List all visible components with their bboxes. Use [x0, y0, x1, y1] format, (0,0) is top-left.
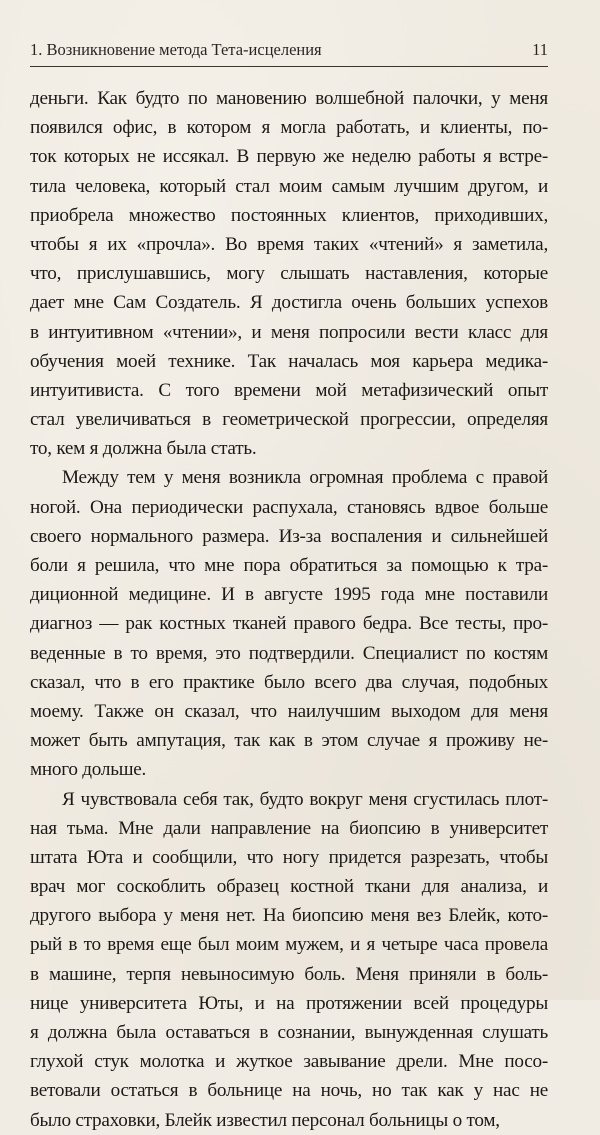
- header-divider: [30, 66, 548, 67]
- text-line: штата Юта и сообщили, что ногу придется разрезать, чтобы: [30, 846, 548, 868]
- paragraph: [30, 84, 548, 463]
- text-line: может быть ампутация, так как в этом случае я проживу не-: [30, 730, 548, 752]
- text-line: обучения моей технике. Так началась моя карьера медика-: [30, 350, 548, 372]
- text-line: тила человека, который стал моим самым лучшим другом, и: [30, 175, 548, 197]
- text-line: что, прислушавшись, могу слышать наставления, которые: [30, 263, 548, 285]
- chapter-title: 1. Возникновение метода Тета-исцеления: [30, 40, 322, 59]
- running-header: [30, 40, 548, 66]
- text-line: Между тем у меня возникла огромная проблема с правой: [62, 467, 548, 489]
- text-line: деньги. Как будто по мановению волшебной палочки, у меня: [30, 88, 548, 109]
- text-line: ток которых не иссякал. В первую же неделю работы я встре-: [30, 146, 548, 168]
- text-line: сказал, что в его практике было всего два случая, подобных: [30, 671, 548, 693]
- text-line: врач мог соскоблить образец костной ткани для анализа, и: [30, 876, 548, 898]
- text-line: моему. Также он сказал, что наилучшим выходом для меня: [30, 700, 548, 722]
- text-line: глухой стук молотка и жуткое завывание дрели. Мне посо-: [30, 1051, 548, 1073]
- text-line: рый в то время еще был моим мужем, и я четыре часа провела: [30, 934, 548, 956]
- text-line: дает мне Сам Создатель. Я достигла очень больших успехов: [30, 292, 548, 314]
- paragraph: [30, 463, 548, 784]
- text-line: ногой. Она периодически распухала, становясь вдвое больше: [30, 496, 548, 518]
- text-line: чтобы я их «прочла». Во время таких «чтений» я заметила,: [30, 233, 548, 255]
- text-line: диагноз — рак костных тканей правого бедра. Все тесты, про-: [30, 613, 548, 635]
- text-line: ветовали остаться в больнице на ночь, но так как у нас не: [30, 1080, 548, 1102]
- text-line: нице университета Юты, и на протяжении всей процедуры: [30, 992, 548, 1014]
- text-line: в машине, терпя невыносимую боль. Меня приняли в боль-: [30, 963, 548, 985]
- text-line: диционной медицине. И в августе 1995 года мне поставили: [30, 584, 548, 606]
- paragraph: [30, 785, 548, 1135]
- text-line: стал увеличиваться в геометрической прогрессии, определяя: [30, 409, 548, 431]
- text-line: я должна была оставаться в сознании, вынужденная слушать: [30, 1022, 548, 1043]
- text-line: приобрела множество постоянных клиентов, приходивших,: [30, 204, 548, 226]
- text-line: ная тьма. Мне дали направление на биопсию в университет: [30, 817, 548, 839]
- page-number: 11: [532, 40, 548, 59]
- text-line: интуитивиста. С того времени мой метафизический опыт: [30, 379, 548, 401]
- text-line: в интуитивном «чтении», и меня попросили вести класс для: [30, 321, 548, 343]
- text-line: своего нормального размера. Из-за воспаления и сильнейшей: [30, 525, 548, 547]
- text-line: много дольше.: [30, 759, 147, 781]
- text-line: другого выбора у меня нет. На биопсию меня вез Блейк, кото-: [30, 905, 548, 927]
- text-line: веденные в то время, это подтвердили. Специалист по костям: [30, 642, 548, 664]
- text-line: то, кем я должна была стать.: [30, 438, 257, 460]
- body-text: [30, 84, 548, 1135]
- text-line: Я чувствовала себя так, будто вокруг меня сгустилась плот-: [62, 788, 548, 810]
- text-line: появился офис, в котором я могла работать, и клиенты, по-: [30, 117, 548, 139]
- text-line: боли я решила, что мне пора обратиться за помощью к тра-: [30, 555, 548, 576]
- text-line: было страховки, Блейк известил персонал больницы о том,: [30, 1109, 500, 1131]
